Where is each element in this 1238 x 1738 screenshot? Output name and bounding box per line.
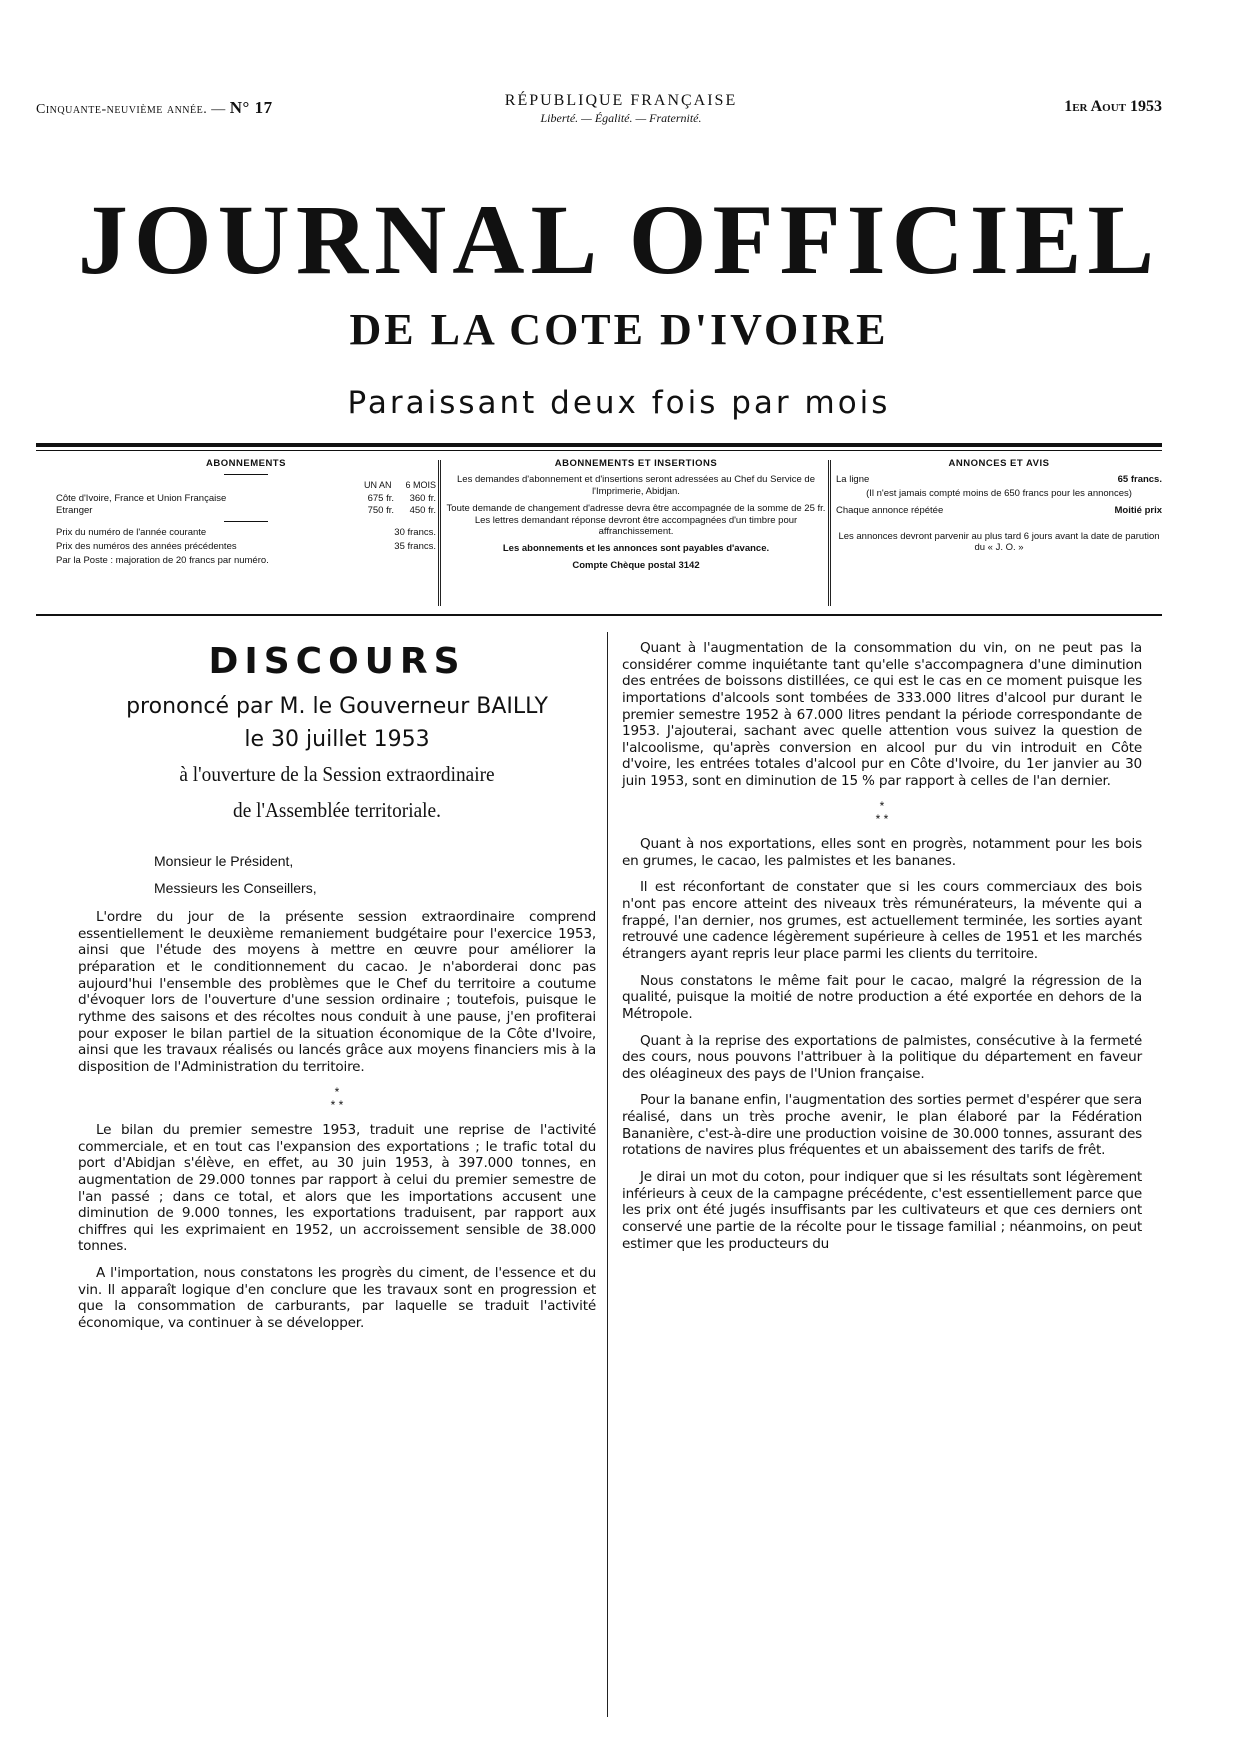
article-subheading: prononcé par M. le Gouverneur BAILLY [126, 694, 548, 720]
issue-date: 1er Aout 1953 [1064, 98, 1162, 115]
row-six: 450 fr. [409, 505, 436, 516]
article-occasion: à l'ouverture de la Session extraordinaire [179, 762, 495, 787]
short-rule [224, 474, 268, 475]
masthead-topline [36, 92, 1162, 132]
article-date: le 30 juillet 1953 [244, 726, 430, 752]
paragraph: Pour la banane enfin, l'augmentation des sorties permet d'espérer que sera réalisé, dans un très proche avenir, le plan élaboré par la Fédération Bananière, c'est-à-dire une production voisine de 30.000 tonnes, assurant des rotations de navires plus fréquentes et un abaissement des tarifs de frêt. [622, 1092, 1142, 1159]
row-year: 750 fr. [367, 505, 394, 516]
price-row [56, 541, 436, 553]
price-row [56, 555, 436, 567]
info-box [36, 458, 1162, 608]
journal-subtitle: DE LA COTE D'IVOIRE [349, 305, 889, 354]
abonnements-heading: ABONNEMENTS [206, 458, 286, 469]
col-six-label: 6 MOIS [405, 479, 436, 490]
abonnements-col-headers [56, 480, 436, 491]
annonce-row [836, 474, 1162, 486]
article-right-column [622, 640, 1142, 1262]
annonces-delai: Les annonces devront parvenir au plus tard 6 jours avant la date de parution du « J. O. » [838, 530, 1160, 554]
abonnements-column [56, 458, 436, 608]
info-separator [828, 460, 831, 606]
masthead-rule-thick [36, 443, 1162, 447]
info-rule-bottom [36, 614, 1162, 616]
republic-name: RÉPUBLIQUE FRANÇAISE [504, 92, 738, 109]
annonces-column [836, 458, 1162, 608]
journal-tagline: Paraissant deux fois par mois [347, 385, 891, 421]
republic-motto: Liberté. — Égalité. — Fraternité. [540, 111, 702, 125]
annonces-heading: ANNONCES ET AVIS [948, 458, 1050, 469]
short-rule [224, 521, 268, 522]
price-value: 30 francs. [394, 526, 436, 538]
abonnement-row [56, 505, 436, 517]
issue-number: N° 17 [229, 98, 273, 117]
paragraph: Il est réconfortant de constater que si les cours commerciaux des bois n'ont pas encore atteint des niveaux très rémunérateurs, la mévente qui a frappé, l'an dernier, nos grumes, est actuellement terminée, les sorties ayant retrouvé une cadence légèrement supérieure à celles de 1951 et les marchés étrangers ayant repris leur place parmi les clients du territoire. [622, 879, 1142, 962]
price-label: Prix du numéro de l'année courante [56, 526, 207, 538]
abonnement-row [56, 493, 436, 505]
article-assembly: de l'Assemblée territoriale. [233, 797, 441, 822]
repete-value: Moitié prix [1114, 504, 1162, 516]
salutation: Messieurs les Conseillers, [154, 880, 317, 897]
col-year-label: UN AN [363, 479, 392, 490]
ligne-label: La ligne [836, 473, 870, 485]
paragraph: Quant à nos exportations, elles sont en progrès, notamment pour les bois en grumes, le cacao, les palmistes et les bananes. [622, 836, 1142, 869]
info-separator [438, 460, 441, 606]
row-label: Côte d'Ivoire, France et Union Française [56, 493, 227, 505]
row-six: 360 fr. [409, 493, 436, 505]
paragraph: Je dirai un mot du coton, pour indiquer que si les résultats sont légèrement inférieurs à ceux de la campagne précédente, c'est essentiellement parce que les prix ont été jugés insuffisants par les cultivateurs et que ces derniers ont conservé une partie de la récolte pour le tissage familial ; néanmoins, on peut estimer que les producteurs du [622, 1169, 1142, 1252]
section-stars: * * * [875, 798, 889, 826]
edition-year: Cinquante-neuvième année. — [36, 102, 226, 117]
ligne-value: 65 francs. [1117, 473, 1162, 485]
paragraph: Le bilan du premier semestre 1953, traduit une reprise de l'activité commerciale, et en tout cas l'expansion des exportations ; le trafic total du port d'Abidjan s'élève, en effet, au 30 juin 1953, à 397.000 tonnes, en augmentation de 29.000 tonnes par rapport à celui du premier semestre de l'an passé ; dans ce total, et alors que les importations accusent une diminution de 9.000 tonnes, les exportations traduisent, par rapport aux chiffres qui les exprimaient en 1952, un accroissement sensible de 38.000 tonnes. [78, 1121, 596, 1255]
edition-info [36, 98, 273, 118]
article-left-column [78, 640, 596, 1342]
insertions-text: Les demandes d'abonnement et d'insertions seront adressées au Chef du Service de l'Imprimerie, Abidjan. [457, 473, 815, 497]
paragraph: Quant à l'augmentation de la consommation du vin, on ne peut pas la considérer comme inquiétante tant qu'elle s'accompagnera d'une diminution des entrées de boissons distillées, ce qui est le cas en ce moment puisque les importations d'alcools sont tombées de 333.000 litres d'alcool pur durant le premier semestre 1952 à 67.000 litres pendant la période correspondante de 1953. J'ajouterai, sachant avec quelle attention vous suivez la question de l'alcoolisme, qu'après conversion en alcool pur du vin introduit en Côte d'voire, les entrées totales d'alcool pur en Côte d'Ivoire, du 1er janvier au 30 juin 1953, sont en diminution de 15 % par rapport à celles de l'an dernier. [622, 640, 1142, 790]
paragraph: Nous constatons le même fait pour le cacao, malgré la régression de la qualité, puisque la moitié de notre production a été exportée en dehors de la Métropole. [622, 972, 1142, 1022]
journal-title: JOURNAL OFFICIEL [77, 184, 1161, 295]
annonces-note: (Il n'est jamais compté moins de 650 francs pour les annonces) [866, 487, 1132, 499]
salutation: Monsieur le Président, [154, 853, 294, 870]
insertions-text: Toute demande de changement d'adresse devra être accompagnée de la somme de 25 fr. Les lettres demandant réponse devront être accompagnées d'un timbre pour affranchissement. [446, 502, 826, 538]
price-label: Prix des numéros des années précédentes [56, 540, 237, 552]
paragraph: L'ordre du jour de la présente session extraordinaire comprend essentiellement le deuxième remaniement budgétaire pour l'exercice 1953, ainsi que l'étude des moyens à mettre en œuvre pour améliorer la préparation et le conditionnement du cacao. Je n'aborderai donc pas aujourd'hui l'ensemble des problèmes que le Chef du territoire a coutume d'évoquer lors de l'ouverture d'une session ordinaire ; toutefois, puisque le rythme des saisons et des récoltes nous conduit à une pause, j'en profiterai pour exposer le bilan partiel de la situation économique de la Côte d'Ivoire, ainsi que les travaux réalisés ou lancés grâce aux moyens financiers mis à la disposition de l'Administration du territoire. [78, 909, 596, 1075]
column-divider [607, 632, 608, 1717]
masthead-rule-thin [36, 450, 1162, 451]
article-heading: DISCOURS [208, 641, 466, 682]
insertions-payment: Les abonnements et les annonces sont payables d'avance. [502, 543, 770, 555]
price-label: Par la Poste : majoration de 20 francs par numéro. [56, 554, 269, 566]
row-label: Etranger [56, 505, 93, 516]
insertions-heading: ABONNEMENTS ET INSERTIONS [554, 458, 718, 469]
price-value: 35 francs. [394, 540, 436, 552]
right-text [622, 640, 1142, 1252]
row-year: 675 fr. [367, 493, 394, 505]
repete-label: Chaque annonce répétée [836, 504, 944, 516]
paragraph: Quant à la reprise des exportations de palmistes, consécutive à la fermeté des cours, nous pouvons l'attribuer à la politique du département en faveur des oléagineux des pays de l'Union française. [622, 1032, 1142, 1082]
republic-block [456, 92, 786, 126]
price-row [56, 527, 436, 539]
left-text [78, 909, 596, 1331]
section-stars: * * * [330, 1084, 344, 1112]
insertions-account: Compte Chèque postal 3142 [572, 560, 700, 572]
paragraph: A l'importation, nous constatons les progrès du ciment, de l'essence et du vin. Il apparaît logique d'en conclure que les travaux sont en progression et que la consommation de carburants, par laquelle se traduit l'activité économique, va continuer à se développer. [78, 1265, 596, 1331]
annonce-row [836, 505, 1162, 517]
insertions-column [446, 458, 826, 608]
